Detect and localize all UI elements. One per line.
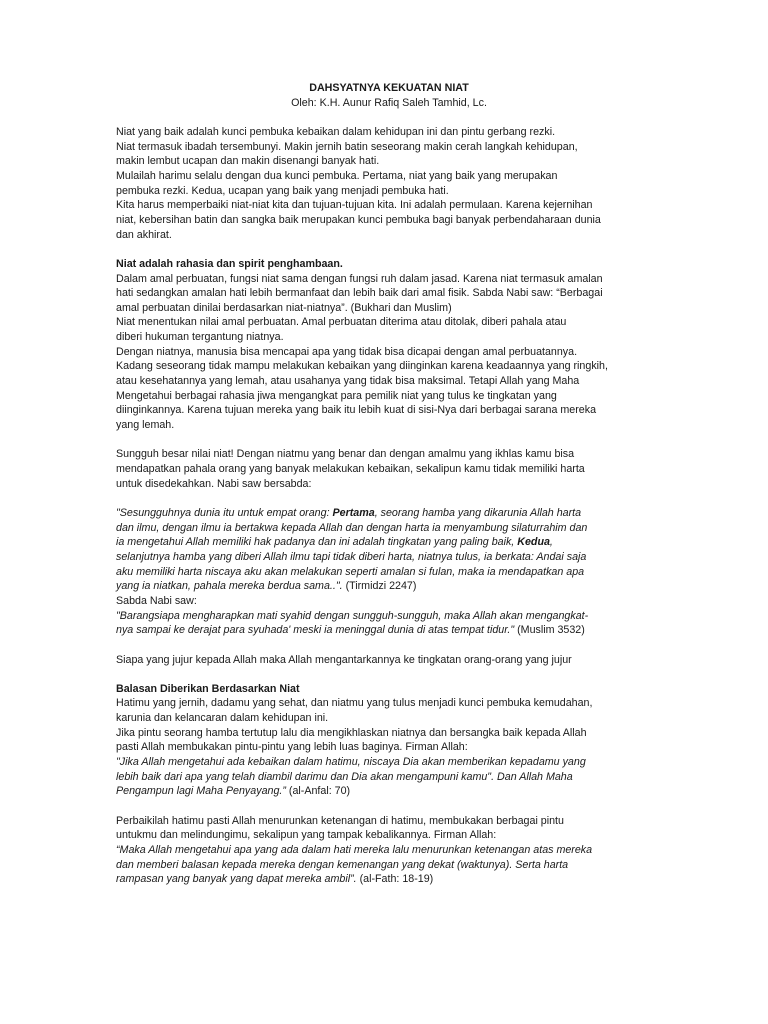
text-line: Perbaikilah hatimu pasti Allah menurunkan ketenangan di hatimu, membukakan berbagai pintu xyxy=(116,814,564,827)
text-line: Jika pintu seorang hamba tertutup lalu dia mengikhlaskan niatnya dan bersangka baik kepada Allah xyxy=(116,726,587,739)
section-heading: Niat adalah rahasia dan spirit penghambaan. xyxy=(116,257,343,270)
text-line: yang ia niatkan, pahala mereka berdua sama..". (Tirmidzi 2247) xyxy=(116,580,417,593)
text-line: "Jika Allah mengetahui ada kebaikan dalam hatimu, niscaya Dia akan memberikan kepadamu yang xyxy=(116,756,586,769)
quran-reference: (al-Fath: 18-19) xyxy=(356,873,434,886)
section1-paragraph xyxy=(116,272,662,433)
text-line: Niat termasuk ibadah tersembunyi. Makin jernih batin seseorang makin cerah langkah kehidupan, xyxy=(116,140,578,153)
sabda-label: Sabda Nabi saw: xyxy=(116,594,197,607)
quran-reference: (al-Anfal: 70) xyxy=(285,785,351,798)
document-body xyxy=(116,81,662,887)
text-line: Pengampun lagi Maha Penyayang.” (al-Anfal: 70) xyxy=(116,785,351,798)
section2-paragraph xyxy=(116,696,662,755)
text-line: makin lembut ucapan dan makin disenangi banyak hati. xyxy=(116,155,380,168)
text-line: nya sampai ke derajat para syuhada' meski ia meninggal dunia di atas tempat tidur." (Muslim 3532) xyxy=(116,624,585,637)
text-line: selanjutnya hamba yang diberi Allah ilmu tapi tidak diberi harta, niatnya tulus, ia berkata: Andai saja xyxy=(116,550,587,563)
text-line: diberi hukuman tergantung niatnya. xyxy=(116,331,284,344)
intro-paragraph xyxy=(116,125,662,242)
text-line: dan akhirat. xyxy=(116,228,172,241)
text-line: Mulailah harimu selalu dengan dua kunci pembuka. Pertama, niat yang baik yang merupakan xyxy=(116,169,558,182)
text-line: Dengan niatnya, manusia bisa mencapai apa yang tidak bisa dicapai dengan amal perbuatannya. xyxy=(116,345,578,358)
text-line: aku memiliki harta niscaya aku akan melakukan seperti amalan si fulan, maka ia mendapatkan apa xyxy=(116,565,585,578)
text-line: amal perbuatan dinilai berdasarkan niat-niatnya”. (Bukhari dan Muslim) xyxy=(116,301,452,314)
para2 xyxy=(116,447,662,491)
hadith-reference: (Tirmidzi 2247) xyxy=(342,580,417,593)
document-title: DAHSYATNYA KEKUATAN NIAT xyxy=(309,82,469,94)
text-line: ia mengetahui Allah memiliki hak padanya dan ini adalah tingkatan yang paling baik, Kedua, xyxy=(116,536,553,549)
text-line: dan ilmu, dengan ilmu ia bertakwa kepada Allah dan dengan harta ia menyambung silaturrahim dan xyxy=(116,521,588,534)
text-line: atau kesehatannya yang lemah, atau usahanya yang tidak bisa maksimal. Tetapi Allah yang Maha xyxy=(116,375,580,388)
hadith-reference: (Muslim 3532) xyxy=(514,624,585,637)
text-line: Hatimu yang jernih, dadamu yang sehat, dan niatmu yang tulus menjadi kunci pembuka kemudahan, xyxy=(116,697,593,710)
text-line: rampasan yang banyak yang dapat mereka ambil”. (al-Fath: 18-19) xyxy=(116,873,434,886)
section-heading: Balasan Diberikan Berdasarkan Niat xyxy=(116,682,300,695)
text-line: hati sedangkan amalan hati lebih bermanfaat dan lebih baik dari amal fisik. Sabda Nabi saw: “Berbagai xyxy=(116,287,603,300)
text-line: "Sesungguhnya dunia itu untuk empat orang: Pertama, seorang hamba yang dikarunia Allah harta xyxy=(116,506,582,519)
text-line: yang lemah. xyxy=(116,419,175,432)
hadith-quote-2 xyxy=(116,609,662,638)
text-line: mendapatkan pahala orang yang banyak melakukan kebaikan, sekalipun kamu tidak memiliki harta xyxy=(116,463,585,476)
text-line: Kita harus memperbaiki niat-niat kita dan tujuan-tujuan kita. Ini adalah permulaan. Karena kejernihan xyxy=(116,199,593,212)
hadith-quote-1 xyxy=(116,506,662,594)
text-line: pembuka rezki. Kedua, ucapan yang baik yang menjadi pembuka hati. xyxy=(116,184,449,197)
text-line: Kadang seseorang tidak mampu melakukan kebaikan yang diinginkan karena keadaannya yang ringkih, xyxy=(116,360,608,373)
text-line: lebih baik dari apa yang telah diambil darimu dan Dia akan mengampuni kamu". Dan Allah Maha xyxy=(116,770,573,783)
para4 xyxy=(116,814,662,843)
text-line: karunia dan kelancaran dalam kehidupan ini. xyxy=(116,712,329,725)
text-line: pasti Allah membukakan pintu-pintu yang lebih luas baginya. Firman Allah: xyxy=(116,741,468,754)
text-line: Mengetahui berbagai rahasia jiwa mengangkat para pemilik niat yang tulus ke tingkatan yang xyxy=(116,389,557,402)
text-line: “Maka Allah mengetahui apa yang ada dalam hati mereka lalu menurunkan ketenangan atas mereka xyxy=(116,844,593,857)
quran-quote-1 xyxy=(116,755,662,799)
document-author: Oleh: K.H. Aunur Rafiq Saleh Tamhid, Lc. xyxy=(291,96,487,109)
para3: Siapa yang jujur kepada Allah maka Allah mengantarkannya ke tingkatan orang-orang yang jujur xyxy=(116,653,572,666)
text-line: "Barangsiapa mengharapkan mati syahid dengan sungguh-sungguh, maka Allah akan mengangkat- xyxy=(116,609,589,622)
text-line: diinginkannya. Karena tujuan mereka yang baik itu lebih kuat di sisi-Nya dari berbagai sarana mereka xyxy=(116,404,597,417)
text-line: Dalam amal perbuatan, fungsi niat sama dengan fungsi ruh dalam jasad. Karena niat termasuk amalan xyxy=(116,272,603,285)
text-line: niat, kebersihan batin dan sangka baik merupakan kunci pembuka bagi banyak perbendaharaan dunia xyxy=(116,213,601,226)
quran-quote-2 xyxy=(116,843,662,887)
text-line: dan memberi balasan kepada mereka dengan kemenangan yang dekat (waktunya). Serta harta xyxy=(116,858,569,871)
text-line: untuk disedekahkan. Nabi saw bersabda: xyxy=(116,477,312,490)
text-line: Niat menentukan nilai amal perbuatan. Amal perbuatan diterima atau ditolak, diberi pahala atau xyxy=(116,316,567,329)
text-line: Sungguh besar nilai niat! Dengan niatmu yang benar dan dengan amalmu yang ikhlas kamu bisa xyxy=(116,448,575,461)
text-line: Niat yang baik adalah kunci pembuka kebaikan dalam kehidupan ini dan pintu gerbang rezki. xyxy=(116,125,556,138)
text-line: untukmu dan melindungimu, sekalipun yang tampak kebalikannya. Firman Allah: xyxy=(116,829,497,842)
